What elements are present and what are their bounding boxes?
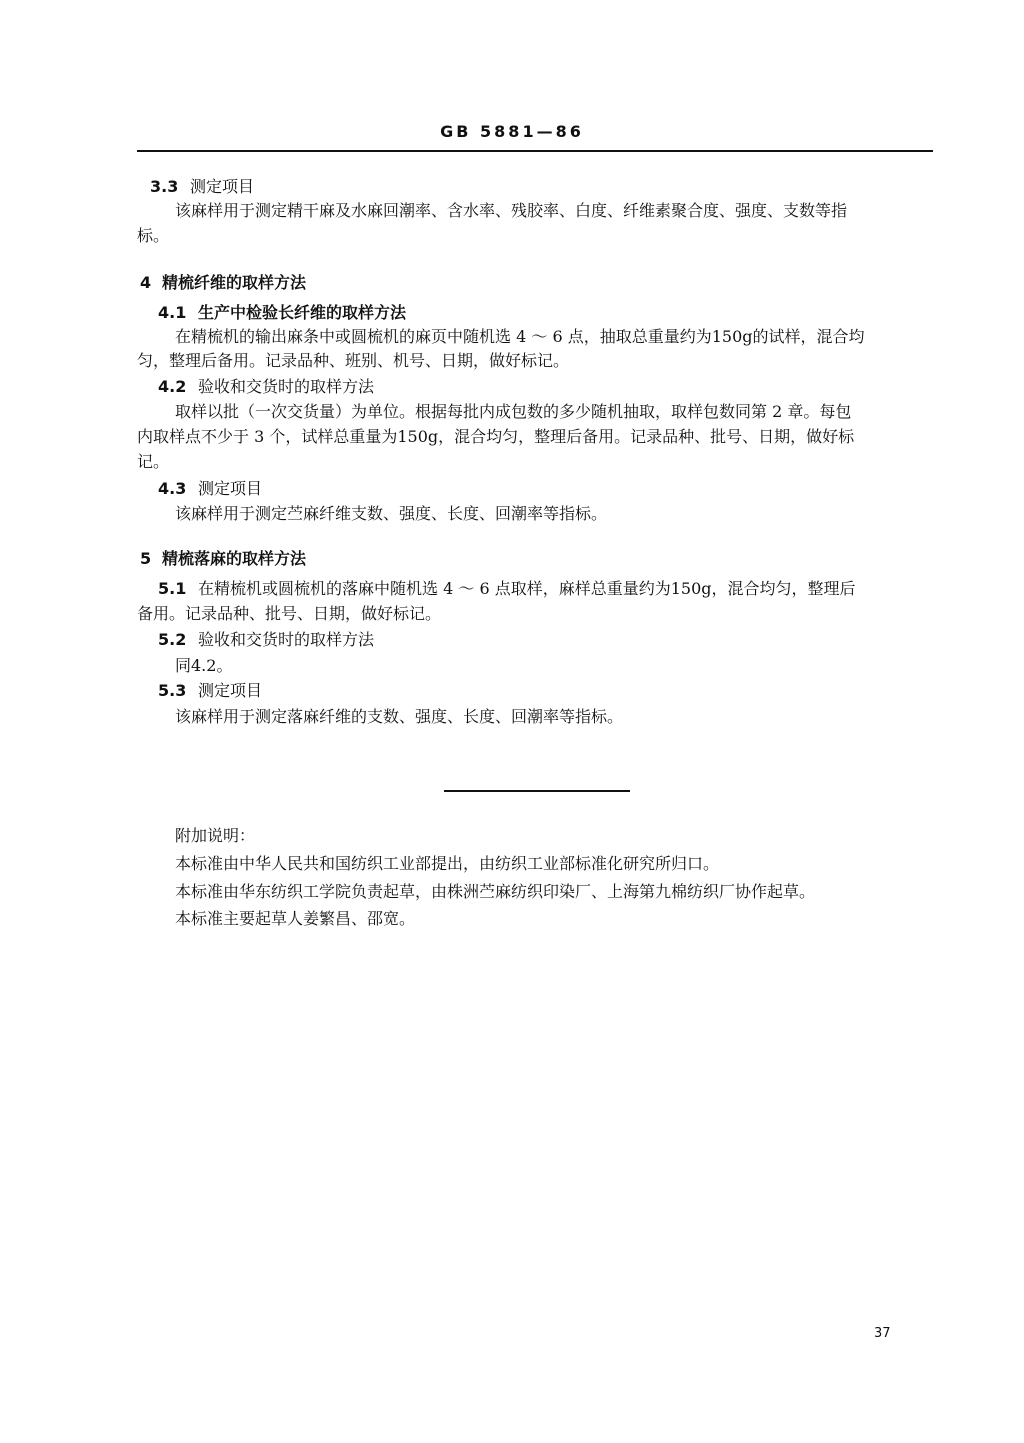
section-number: 5.2 — [158, 630, 187, 649]
paragraph-line: 在精梳机的输出麻条中或圆梳机的麻页中随机选 4 ～ 6 点，抽取总重量约为150g的试样，混合均 — [175, 327, 865, 346]
paragraph-line: 在精梳机或圆梳机的落麻中随机选 4 ～ 6 点取样，麻样总重量约为150g，混合均匀，整理后 — [198, 579, 856, 598]
section-title: 测定项目 — [190, 177, 255, 196]
paragraph-line: 内取样点不少于 3 个，试样总重量为150g，混合均匀，整理后备用。记录品种、批号、日期，做好标 — [137, 427, 855, 446]
section-number: 4 — [140, 273, 152, 292]
section-number: 4.2 — [158, 377, 187, 396]
paragraph-line: 标。 — [137, 226, 170, 245]
paragraph-line: 记。 — [137, 452, 170, 471]
section-4-3-heading — [158, 478, 262, 500]
section-title: 验收和交货时的取样方法 — [198, 377, 375, 396]
paragraph-line: 该麻样用于测定精干麻及水麻回潮率、含水率、残胶率、白度、纤维素聚合度、强度、支数等指 — [175, 201, 848, 220]
paragraph-line: 同4.2。 — [175, 656, 233, 675]
notes-line: 本标准主要起草人姜繁昌、邵宽。 — [175, 909, 416, 928]
section-number: 3.3 — [150, 177, 179, 196]
section-title: 生产中检验长纤维的取样方法 — [198, 303, 407, 322]
paragraph-line: 取样以批（一次交货量）为单位。根据每批内成包数的多少随机抽取，取样包数同第 2 章。每包 — [175, 402, 852, 421]
section-divider — [444, 790, 630, 792]
section-number: 4.3 — [158, 479, 187, 498]
paragraph-line: 该麻样用于测定落麻纤维的支数、强度、长度、回潮率等指标。 — [175, 707, 624, 726]
header-rule — [137, 150, 933, 152]
standard-code-header: GB 5881—86 — [440, 122, 584, 141]
section-title: 测定项目 — [198, 681, 263, 700]
section-5-2-heading — [158, 629, 374, 651]
section-4-2-heading — [158, 376, 374, 398]
section-title: 精梳落麻的取样方法 — [162, 549, 307, 568]
section-5-1-paragraph — [158, 578, 856, 600]
section-5-3-heading — [158, 680, 262, 702]
section-number: 5 — [140, 549, 152, 568]
paragraph-line: 匀，整理后备用。记录品种、班别、机号、日期，做好标记。 — [137, 351, 570, 370]
section-number: 4.1 — [158, 303, 187, 322]
section-title: 测定项目 — [198, 479, 263, 498]
paragraph-line: 备用。记录品种、批号、日期，做好标记。 — [137, 604, 442, 623]
section-number: 5.1 — [158, 579, 187, 598]
notes-heading: 附加说明： — [175, 826, 256, 845]
section-title: 精梳纤维的取样方法 — [162, 273, 307, 292]
section-3-3-heading — [150, 176, 254, 198]
paragraph-line: 该麻样用于测定苎麻纤维支数、强度、长度、回潮率等指标。 — [175, 504, 608, 523]
section-5-heading — [140, 546, 306, 569]
page-number: 37 — [874, 1326, 891, 1341]
notes-line: 本标准由中华人民共和国纺织工业部提出，由纺织工业部标准化研究所归口。 — [175, 854, 720, 873]
section-title: 验收和交货时的取样方法 — [198, 630, 375, 649]
section-4-heading — [140, 270, 306, 293]
section-number: 5.3 — [158, 681, 187, 700]
notes-line: 本标准由华东纺织工学院负责起草，由株洲苎麻纺织印染厂、上海第九棉纺织厂协作起草。 — [175, 882, 816, 901]
section-4-1-heading — [158, 302, 406, 324]
